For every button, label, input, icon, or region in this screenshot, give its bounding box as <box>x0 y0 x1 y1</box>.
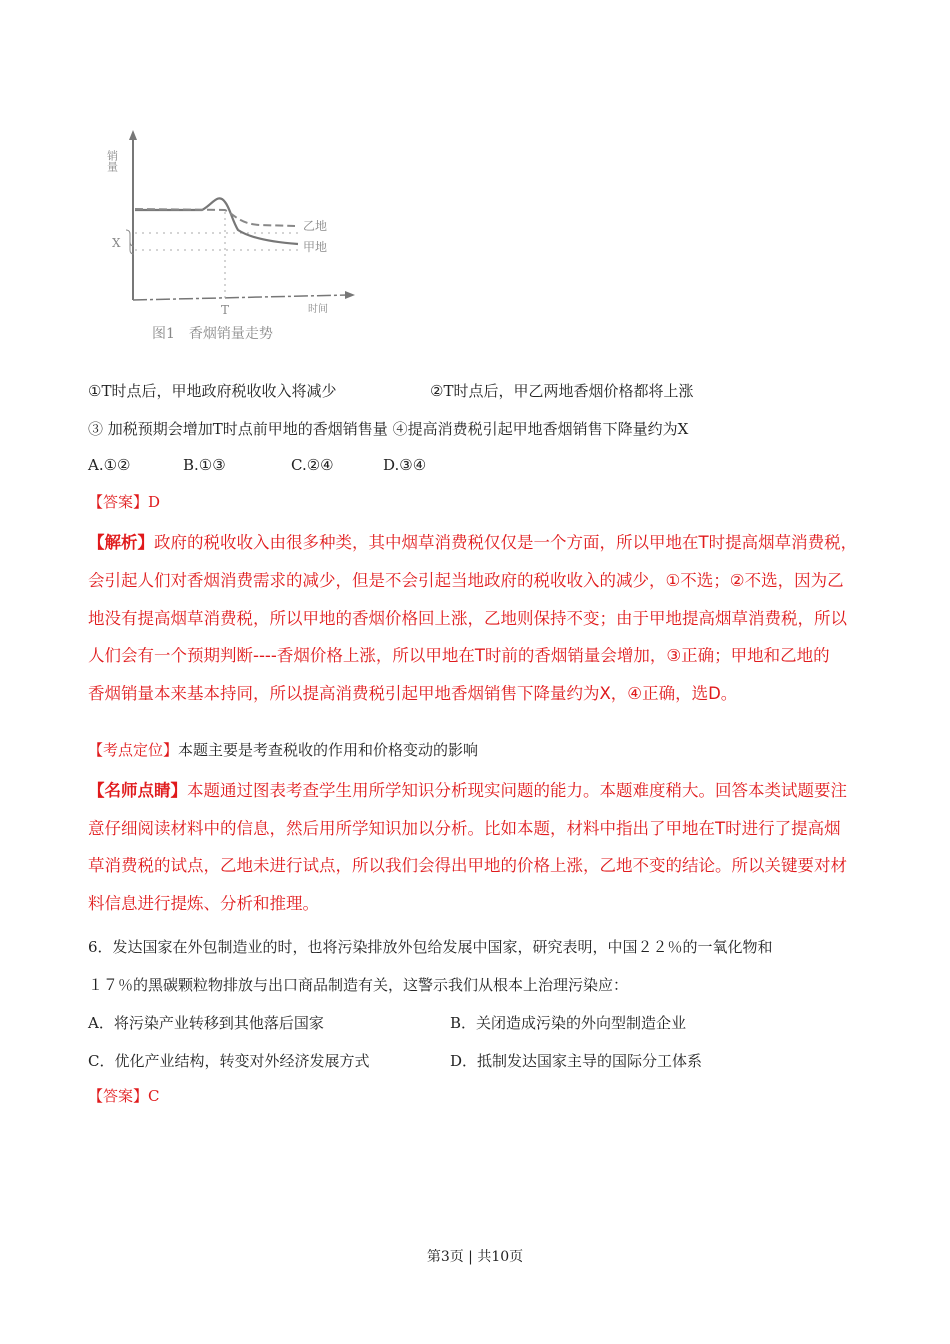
q6-choice-a: A．将污染产业转移到其他落后国家 <box>88 1014 324 1032</box>
knowledge-point <box>88 739 478 760</box>
q6-choice-c: C．优化产业结构，转变对外经济发展方式 <box>88 1052 370 1070</box>
choice-b: B.①③ <box>183 456 226 474</box>
point-text: 本题主要是考查税收的作用和价格变动的影响 <box>178 741 479 759</box>
tips-tag: 【名师点睛】 <box>88 781 187 800</box>
answer-q6 <box>88 1085 160 1106</box>
answer-tag: 【答案】 <box>88 1087 149 1105</box>
answer-tag: 【答案】 <box>88 493 149 511</box>
analysis-line: 会引起人们对香烟消费需求的减少，但是不会引起当地政府的税收收入的减少，①不选；②不选，因为乙 <box>88 571 844 590</box>
answer-value: D <box>148 493 161 511</box>
tips-line: 料信息进行提炼、分析和推理。 <box>88 894 319 913</box>
cigarette-sales-figure <box>100 120 370 350</box>
x-axis-label: 时间 <box>308 304 328 315</box>
x-axis <box>133 295 348 300</box>
figure-caption: 图1 香烟销量走势 <box>152 326 273 342</box>
legend-yidi: 乙地 <box>303 219 328 233</box>
x-marker-label: X <box>112 236 121 250</box>
tips-line: 草消费税的试点，乙地未进行试点，所以我们会得出甲地的价格上涨，乙地不变的结论。所以关键要对材 <box>88 856 847 875</box>
answer-q5 <box>88 491 160 512</box>
legend-jiadi: 甲地 <box>303 240 328 254</box>
q6-choice-d: D．抵制发达国家主导的国际分工体系 <box>450 1052 703 1070</box>
point-tag: 【考点定位】 <box>88 741 179 759</box>
tips-line <box>88 777 847 801</box>
choice-a: A.①② <box>88 456 131 474</box>
option-3-4 <box>88 418 688 439</box>
tips-line: 意仔细阅读材料中的信息，然后用所学知识加以分析。比如本题，材料中指出了甲地在T时进行了提高烟 <box>88 819 841 838</box>
analysis-tag: 【解析】 <box>88 533 154 552</box>
option-3: ③ 加税预期会增加T时点前甲地的香烟销售量 <box>88 420 388 438</box>
q6-stem: 6．发达国家在外包制造业的时，也将污染排放外包给发展中国家，研究表明，中国２２％的一氧化物和 <box>88 938 773 956</box>
option-4: ④提高消费税引起甲地香烟销售下降量约为X <box>392 420 689 438</box>
series-yidi-line <box>135 209 295 226</box>
series-jiadi-line <box>135 198 298 244</box>
option-1: ①T时点后，甲地政府税收收入将减少 <box>88 382 337 400</box>
analysis-line: 香烟销量本来基本持同，所以提高消费税引起甲地香烟销售下降量约为X，④正确，选D。 <box>88 684 738 703</box>
analysis-text: 政府的税收收入由很多种类，其中烟草消费税仅仅是一个方面，所以甲地在T时提高烟草消费税， <box>154 533 858 552</box>
answer-value: C <box>148 1087 160 1105</box>
y-axis-label: 销量 <box>105 150 119 172</box>
choice-c: C.②④ <box>291 456 334 474</box>
t-label: T <box>221 303 230 317</box>
tips-text: 本题通过图表考查学生用所学知识分析现实问题的能力。本题难度稍大。回答本类试题要注 <box>187 781 847 800</box>
analysis-line: 地没有提高烟草消费税，所以甲地的香烟价格回上涨，乙地则保持不变；由于甲地提高烟草消费税，所以 <box>88 609 847 628</box>
analysis-line <box>88 529 857 553</box>
y-axis-arrow-icon <box>129 130 137 140</box>
choice-d: D.③④ <box>383 456 427 474</box>
option-2: ②T时点后，甲乙两地香烟价格都将上涨 <box>430 382 694 400</box>
q6-choice-b: B．关闭造成污染的外向型制造企业 <box>450 1014 687 1032</box>
q6-stem: １７％的黑碳颗粒物排放与出口商品制造有关，这警示我们从根本上治理污染应： <box>88 976 629 994</box>
x-axis-arrow-icon <box>345 291 355 299</box>
analysis-line: 人们会有一个预期判断----香烟价格上涨，所以甲地在T时前的香烟销量会增加，③正确；甲地和乙地的 <box>88 646 830 665</box>
page-footer: 第3页 | 共10页 <box>426 1249 524 1265</box>
choices-q5 <box>88 456 426 474</box>
